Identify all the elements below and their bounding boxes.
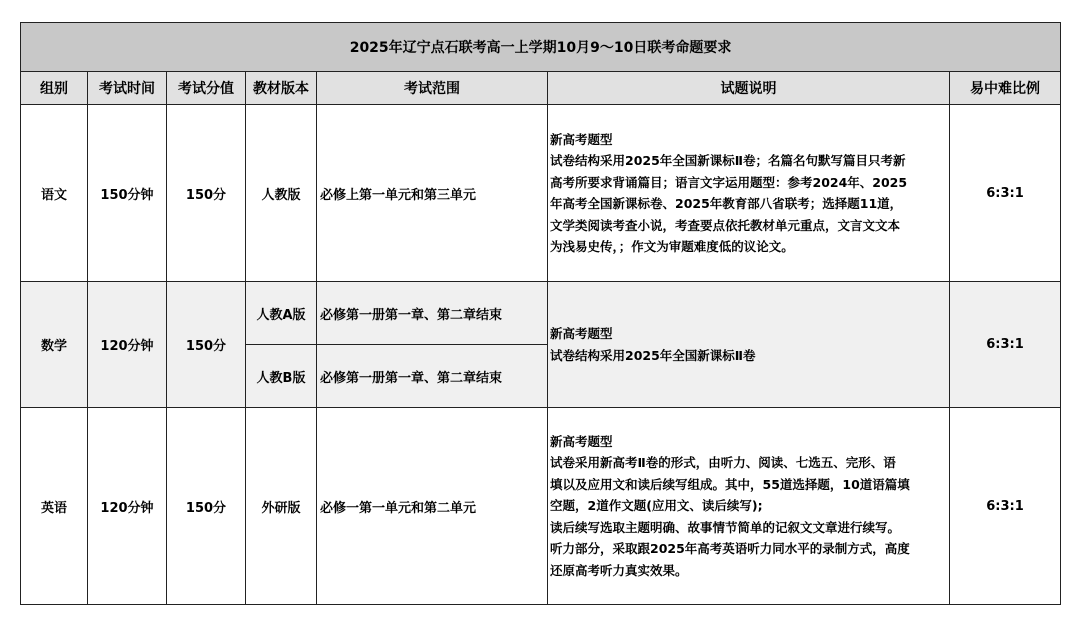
time-cell: 150分钟 <box>88 105 167 282</box>
scope-cell: 必修一第一单元和第二单元 <box>317 408 548 605</box>
time-cell: 120分钟 <box>88 282 167 408</box>
header-subject: 组别 <box>21 72 88 105</box>
header-time: 考试时间 <box>88 72 167 105</box>
table-row <box>21 105 1061 282</box>
description-line: 试卷采用新高考Ⅱ卷的形式，由听力、阅读、七选五、完形、语 <box>550 455 896 471</box>
scope-cell: 必修第一册第一章、第二章结束 <box>317 282 548 345</box>
description-line: 年高考全国新课标卷、2025年教育部八省联考；选择题11道， <box>550 196 903 211</box>
description-line: 还原高考听力真实效果。 <box>550 562 688 578</box>
subject-cell: 语文 <box>21 105 88 282</box>
description-line: 填以及应用文和读后续写组成。其中，55道选择题，10道语篇填 <box>550 476 910 492</box>
edition-cell: 外研版 <box>246 408 317 605</box>
description-cell <box>548 408 950 605</box>
description-line: 试卷结构采用2025年全国新课标Ⅱ卷 <box>550 347 756 363</box>
score-cell: 150分 <box>167 282 246 408</box>
header-scope: 考试范围 <box>317 72 548 105</box>
description-line: 读后续写选取主题明确、故事情节简单的记叙文文章进行续写。 <box>550 519 901 535</box>
ratio-cell: 6:3:1 <box>950 282 1061 408</box>
exam-requirements-table <box>20 22 1061 605</box>
description-line: 试卷结构采用2025年全国新课标Ⅱ卷；名篇名句默写篇目只考新 <box>550 153 906 168</box>
description-line: 空题，2道作文题(应用文、读后续写); <box>550 498 763 514</box>
edition-cell: 人教版 <box>246 105 317 282</box>
header-score: 考试分值 <box>167 72 246 105</box>
subject-cell: 英语 <box>21 408 88 605</box>
ratio-cell: 6:3:1 <box>950 105 1061 282</box>
header-row <box>21 72 1061 105</box>
description-line: 听力部分，采取跟2025年高考英语听力同水平的录制方式，高度 <box>550 541 910 557</box>
header-description: 试题说明 <box>548 72 950 105</box>
score-cell: 150分 <box>167 105 246 282</box>
description-line: 为浅易史传，；作文为审题难度低的议论文。 <box>550 239 794 254</box>
edition-cell: 人教B版 <box>246 345 317 408</box>
edition-cell: 人教A版 <box>246 282 317 345</box>
subject-cell: 数学 <box>21 282 88 408</box>
table-row <box>21 408 1061 605</box>
description-cell <box>548 105 950 282</box>
scope-cell: 必修上第一单元和第三单元 <box>317 105 548 282</box>
description-cell <box>548 282 950 408</box>
description-line: 新高考题型 <box>550 433 613 449</box>
table-row <box>21 282 1061 345</box>
description-line: 新高考题型 <box>550 131 613 147</box>
description-line: 文学类阅读考查小说，考查要点依托教材单元重点，文言文文本 <box>550 217 901 233</box>
table-title: 2025年辽宁点石联考高一上学期10月9～10日联考命题要求 <box>21 23 1061 72</box>
ratio-cell: 6:3:1 <box>950 408 1061 605</box>
description-line: 新高考题型 <box>550 326 613 341</box>
description-line: 高考所要求背诵篇目；语言文字运用题型：参考2024年、2025 <box>550 174 908 190</box>
score-cell: 150分 <box>167 408 246 605</box>
header-ratio: 易中难比例 <box>950 72 1061 105</box>
header-edition: 教材版本 <box>246 72 317 105</box>
scope-cell: 必修第一册第一章、第二章结束 <box>317 345 548 408</box>
time-cell: 120分钟 <box>88 408 167 605</box>
